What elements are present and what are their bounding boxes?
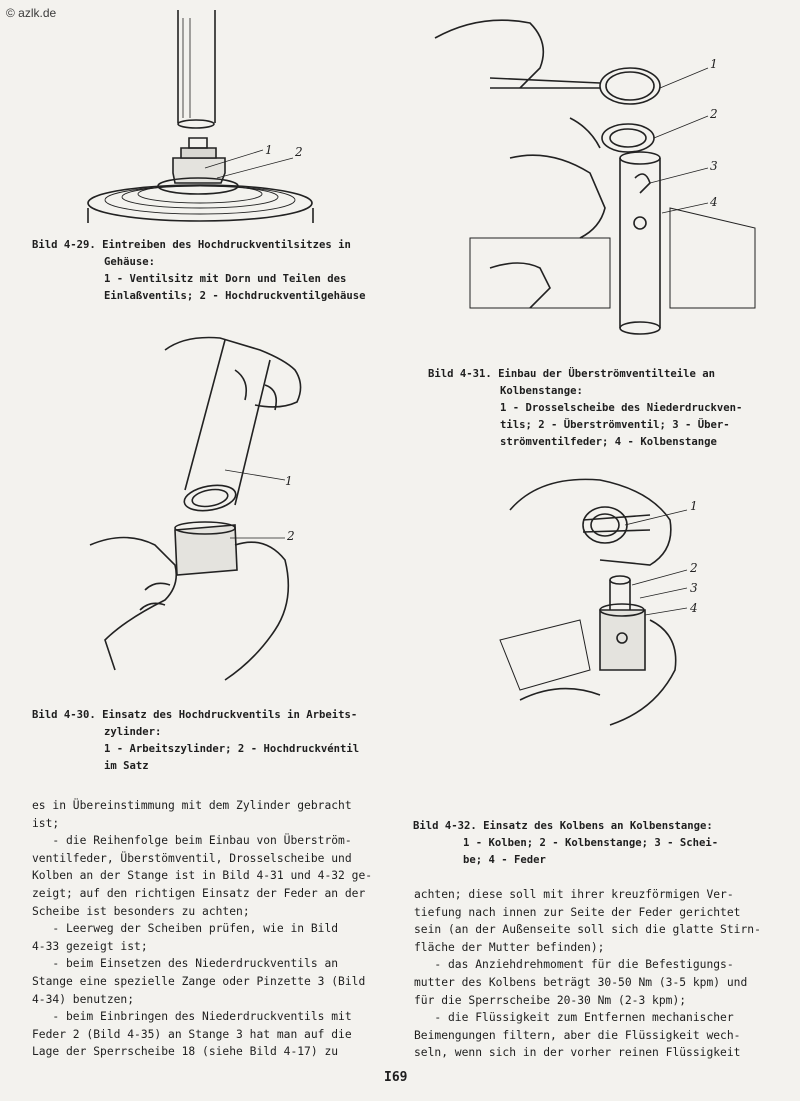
- caption-line: 1 - Ventilsitz mit Dorn und Teilen des: [104, 273, 347, 285]
- text-line: 4-34) benutzen;: [32, 992, 135, 1006]
- caption-4-32: [413, 818, 718, 869]
- text-line: ventilfeder, Überstömventil, Drosselscheibe und: [32, 851, 352, 865]
- caption-line: Gehäuse:: [104, 256, 156, 268]
- text-line: - das Anziehdrehmoment für die Befestigungs-: [414, 958, 734, 972]
- text-line: Beimengungen filtern, aber die Flüssigkeit wech-: [414, 1028, 741, 1042]
- caption-line: Bild 4-30. Einsatz des Hochdruckventils in Arbeits-: [32, 709, 358, 721]
- callout-3: 3: [690, 581, 698, 595]
- caption-4-31: [428, 366, 742, 451]
- figure-4-29-drawing: [85, 8, 335, 223]
- caption-4-30: [32, 707, 359, 775]
- callout-2: 2: [295, 145, 303, 159]
- text-line: 4-33 gezeigt ist;: [32, 939, 148, 953]
- figure-4-32-drawing: [480, 470, 720, 730]
- caption-line: be; 4 - Feder: [463, 854, 546, 866]
- text-line: - die Flüssigkeit zum Entfernen mechanischer: [414, 1011, 734, 1025]
- caption-line: Einlaßventils; 2 - Hochdruckventilgehäuse: [104, 290, 366, 302]
- text-line: Scheibe ist besonders zu achten;: [32, 904, 250, 918]
- text-line: fläche der Mutter befinden);: [414, 940, 605, 954]
- figure-4-29: [85, 8, 335, 223]
- text-line: tiefung nach innen zur Seite der Feder gerichtet: [414, 905, 741, 919]
- text-line: - Leerweg der Scheiben prüfen, wie in Bild: [32, 922, 339, 936]
- caption-4-29: [32, 237, 366, 305]
- body-text-right: [414, 886, 761, 1062]
- text-line: Lage der Sperrscheibe 18 (siehe Bild 4-17) zu: [32, 1045, 339, 1059]
- page-number: I69: [384, 1070, 408, 1085]
- watermark: © azlk.de: [6, 6, 57, 20]
- text-line: - beim Einsetzen des Niederdruckventils an: [32, 957, 339, 971]
- callout-2: 2: [287, 529, 295, 543]
- callout-1: 1: [265, 143, 273, 157]
- text-line: - die Reihenfolge beim Einbau von Überström-: [32, 834, 352, 848]
- figure-4-31-drawing: [430, 8, 760, 353]
- callout-3: 3: [710, 159, 718, 173]
- callout-4: 4: [710, 195, 718, 209]
- caption-line: tils; 2 - Überströmventil; 3 - Über-: [500, 419, 730, 431]
- caption-line: 1 - Arbeitszylinder; 2 - Hochdruckvéntil: [104, 743, 360, 755]
- caption-line: Bild 4-32. Einsatz des Kolbens an Kolbenstange:: [413, 820, 713, 832]
- caption-line: 1 - Kolben; 2 - Kolbenstange; 3 - Schei-: [463, 837, 719, 849]
- callout-1: 1: [690, 499, 698, 513]
- callout-2: 2: [690, 561, 698, 575]
- callout-1: 1: [285, 474, 293, 488]
- figure-4-32: [480, 470, 720, 730]
- figure-4-31: [430, 8, 760, 353]
- text-line: Stange eine spezielle Zange oder Pinzette 3 (Bild: [32, 974, 366, 988]
- text-line: es in Übereinstimmung mit dem Zylinder gebracht: [32, 799, 352, 812]
- text-line: für die Sperrscheibe 20-30 Nm (2-3 kpm);: [414, 993, 687, 1007]
- caption-line: 1 - Drosselscheibe des Niederdruckven-: [500, 402, 743, 414]
- text-line: Feder 2 (Bild 4-35) an Stange 3 hat man auf die: [32, 1027, 352, 1041]
- callout-4: 4: [690, 601, 698, 615]
- caption-line: zylinder:: [104, 726, 162, 738]
- caption-line: im Satz: [104, 760, 149, 772]
- text-line: sein (an der Außenseite soll sich die glatte Stirn-: [414, 923, 761, 937]
- body-text-left: [32, 797, 372, 1061]
- caption-line: Bild 4-29. Eintreiben des Hochdruckventilsitzes in: [32, 239, 351, 251]
- text-line: - beim Einbringen des Niederdruckventils mit: [32, 1010, 352, 1024]
- figure-4-30-drawing: [85, 330, 335, 700]
- figure-4-30: [85, 330, 335, 700]
- text-line: seln, wenn sich in der vorher reinen Flüssigkeit: [414, 1046, 741, 1060]
- caption-line: Bild 4-31. Einbau der Überströmventilteile an: [428, 368, 716, 380]
- text-line: achten; diese soll mit ihrer kreuzförmigen Ver-: [414, 888, 734, 901]
- text-line: zeigt; auf den richtigen Einsatz der Feder an der: [32, 886, 366, 900]
- callout-2: 2: [710, 107, 718, 121]
- text-line: ist;: [32, 816, 60, 830]
- text-line: mutter des Kolbens beträgt 30-50 Nm (3-5 kpm) und: [414, 975, 748, 989]
- callout-1: 1: [710, 57, 718, 71]
- text-line: Kolben an der Stange ist in Bild 4-31 und 4-32 ge-: [32, 869, 373, 883]
- caption-line: strömventilfeder; 4 - Kolbenstange: [500, 436, 717, 448]
- caption-line: Kolbenstange:: [500, 385, 583, 397]
